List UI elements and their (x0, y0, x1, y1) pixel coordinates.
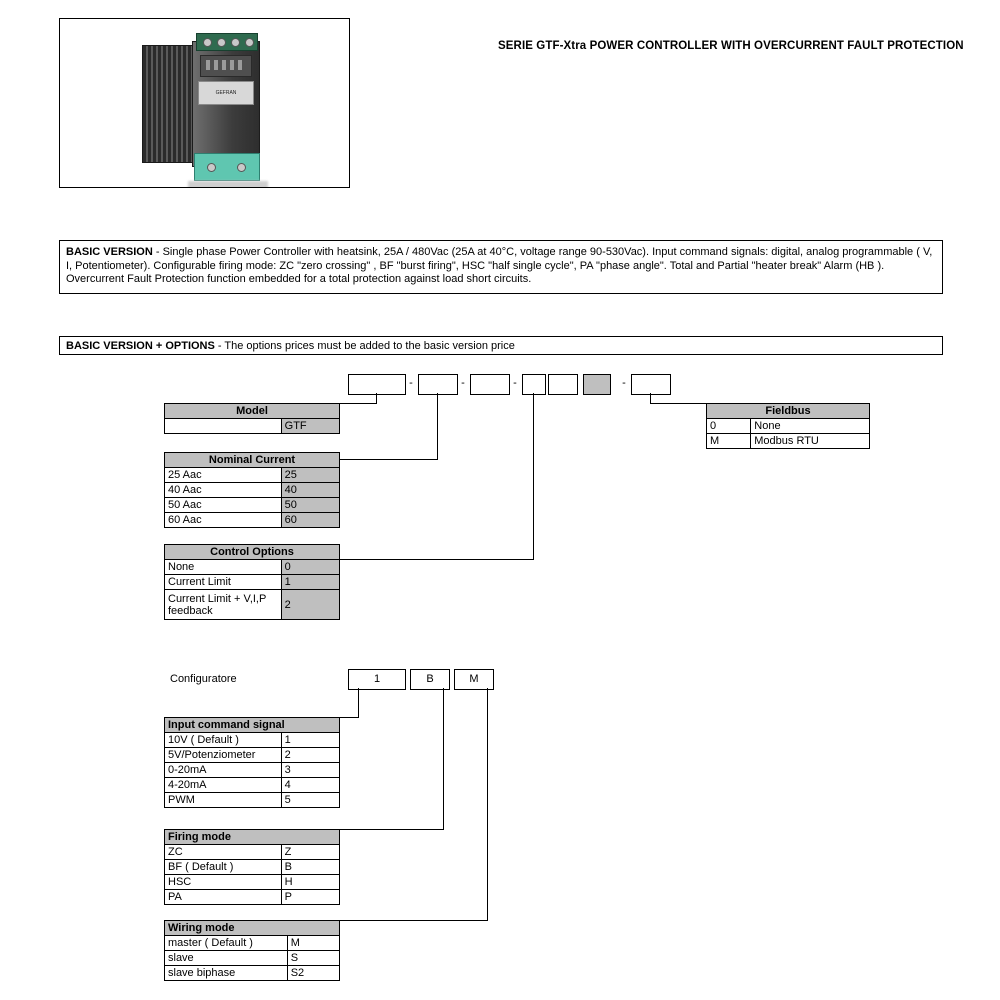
cell-code: 2 (281, 748, 339, 763)
table-input-command-signal-header: Input command signal (165, 718, 340, 733)
cell-desc: slave biphase (165, 966, 288, 981)
code-box-control-options[interactable] (522, 374, 546, 395)
table-row (165, 793, 340, 808)
table-row (165, 875, 340, 890)
cell-code: 3 (281, 763, 339, 778)
code-box-input-signal[interactable]: 1 (348, 669, 406, 690)
page-title: SERIE GTF-Xtra POWER CONTROLLER WITH OVERCURRENT FAULT PROTECTION (498, 40, 964, 52)
connector-fieldbus-v (650, 393, 651, 403)
connector-model-h (340, 403, 377, 404)
cell-code: Z (281, 845, 339, 860)
cell-code: 0 (281, 560, 339, 575)
table-row (165, 498, 340, 513)
cell-desc: 0-20mA (165, 763, 282, 778)
cell-desc: PWM (165, 793, 282, 808)
table-row (165, 860, 340, 875)
cell-desc: ZC (165, 845, 282, 860)
code-box-extra-1[interactable] (548, 374, 578, 395)
cell-code: 60 (281, 513, 339, 528)
table-row (165, 590, 340, 620)
display-graphic (200, 55, 252, 77)
brand-plate: GEFRAN (198, 81, 254, 105)
cell-code: GTF (281, 419, 339, 434)
cell-code: 4 (281, 778, 339, 793)
table-row (165, 890, 340, 905)
cell-desc: 5V/Potenziometer (165, 748, 282, 763)
options-bar (59, 336, 943, 355)
top-terminal-block-graphic (196, 33, 258, 51)
connector-input-v (358, 688, 359, 717)
table-row (165, 936, 340, 951)
table-row (165, 763, 340, 778)
table-model-header: Model (165, 404, 340, 419)
table-control-options (164, 544, 340, 620)
cell-desc: Current Limit + V,I,P feedback (165, 590, 282, 620)
basic-version-dash: - (152, 246, 163, 258)
cell-desc: HSC (165, 875, 282, 890)
table-row (165, 419, 340, 434)
table-nominal-current-header: Nominal Current (165, 453, 340, 468)
table-row (165, 560, 340, 575)
connector-control-v (533, 393, 534, 559)
table-row (165, 733, 340, 748)
table-input-command-signal (164, 717, 340, 808)
cell-desc: None (751, 419, 870, 434)
heatsink-graphic (142, 45, 196, 163)
table-row (165, 513, 340, 528)
table-row (165, 575, 340, 590)
cell-desc: Current Limit (165, 575, 282, 590)
table-wiring-mode (164, 920, 340, 981)
cell-code: 1 (281, 575, 339, 590)
code-box-voltage[interactable] (470, 374, 510, 395)
connector-current-v (437, 393, 438, 459)
cell-code: M (707, 434, 751, 449)
cell-code: M (287, 936, 339, 951)
basic-version-box (59, 240, 943, 294)
table-row (165, 845, 340, 860)
cell-desc: 40 Aac (165, 483, 282, 498)
table-row (165, 966, 340, 981)
code-box-current[interactable] (418, 374, 458, 395)
table-row (165, 951, 340, 966)
table-wiring-mode-header: Wiring mode (165, 921, 340, 936)
cell-code: H (281, 875, 339, 890)
shadow-graphic (188, 181, 268, 188)
cell-code: 2 (281, 590, 339, 620)
table-firing-mode (164, 829, 340, 905)
connector-wiring-v (487, 688, 488, 920)
cell-code: B (281, 860, 339, 875)
code-separator-2: - (461, 377, 465, 389)
cell-code: 40 (281, 483, 339, 498)
table-control-options-header: Control Options (165, 545, 340, 560)
cell-code: S2 (287, 966, 339, 981)
table-row (707, 419, 870, 434)
connector-firing-h (340, 829, 444, 830)
cell-desc: 25 Aac (165, 468, 282, 483)
table-row (165, 748, 340, 763)
cell-code: P (281, 890, 339, 905)
table-nominal-current (164, 452, 340, 528)
cell-code: 0 (707, 419, 751, 434)
basic-version-label: BASIC VERSION (66, 246, 153, 258)
device-illustration (142, 33, 262, 173)
table-fieldbus-header: Fieldbus (707, 404, 870, 419)
cell-code: S (287, 951, 339, 966)
table-fieldbus (706, 403, 870, 449)
cell-desc: Modbus RTU (751, 434, 870, 449)
basic-version-text: Single phase Power Controller with heatsink, 25A / 480Vac (25A at 40°C, voltage range 90-530Vac). Input command signals: digital, analog programmable ( V, I, Potentiometer). Configurable firing mode: ZC "zero crossing" , BF "burst firing", HSC "half single cycle", PA "phase angle". Total and Partial "heater break" Alarm (HB ). Overcurrent Fault Protection function embedded for a total protection against load short circuits. (66, 246, 933, 285)
options-bar-label: BASIC VERSION + OPTIONS (66, 340, 215, 352)
options-bar-text: - The options prices must be added to the basic version price (214, 340, 515, 352)
connector-fieldbus-h (650, 403, 706, 404)
connector-wiring-h (340, 920, 488, 921)
cell-desc: slave (165, 951, 288, 966)
code-separator-1: - (409, 377, 413, 389)
cell-desc: PA (165, 890, 282, 905)
table-model (164, 403, 340, 434)
cell-code: 1 (281, 733, 339, 748)
configuratore-label: Configuratore (170, 673, 237, 685)
cell-desc: 10V ( Default ) (165, 733, 282, 748)
cell-desc: None (165, 560, 282, 575)
table-row (165, 483, 340, 498)
product-photo (59, 18, 350, 188)
table-row (165, 778, 340, 793)
connector-model (376, 393, 377, 403)
cell-desc: 4-20mA (165, 778, 282, 793)
cell-desc: 50 Aac (165, 498, 282, 513)
code-box-model[interactable] (348, 374, 406, 395)
cell-desc (165, 419, 282, 434)
cell-code: 50 (281, 498, 339, 513)
connector-input-h (340, 717, 359, 718)
cell-desc: master ( Default ) (165, 936, 288, 951)
connector-firing-v (443, 688, 444, 829)
table-firing-mode-header: Firing mode (165, 830, 340, 845)
code-separator-3: - (513, 377, 517, 389)
cell-code: 5 (281, 793, 339, 808)
code-box-extra-2[interactable] (583, 374, 611, 395)
table-row (165, 468, 340, 483)
code-box-wiring-mode[interactable]: M (454, 669, 494, 690)
code-box-fieldbus[interactable] (631, 374, 671, 395)
cell-desc: BF ( Default ) (165, 860, 282, 875)
code-separator-4: - (622, 377, 626, 389)
code-box-firing-mode[interactable]: B (410, 669, 450, 690)
table-row (707, 434, 870, 449)
connector-current-h (340, 459, 438, 460)
cell-code: 25 (281, 468, 339, 483)
cell-desc: 60 Aac (165, 513, 282, 528)
connector-control-h (340, 559, 534, 560)
bottom-terminal-block-graphic (194, 153, 260, 181)
